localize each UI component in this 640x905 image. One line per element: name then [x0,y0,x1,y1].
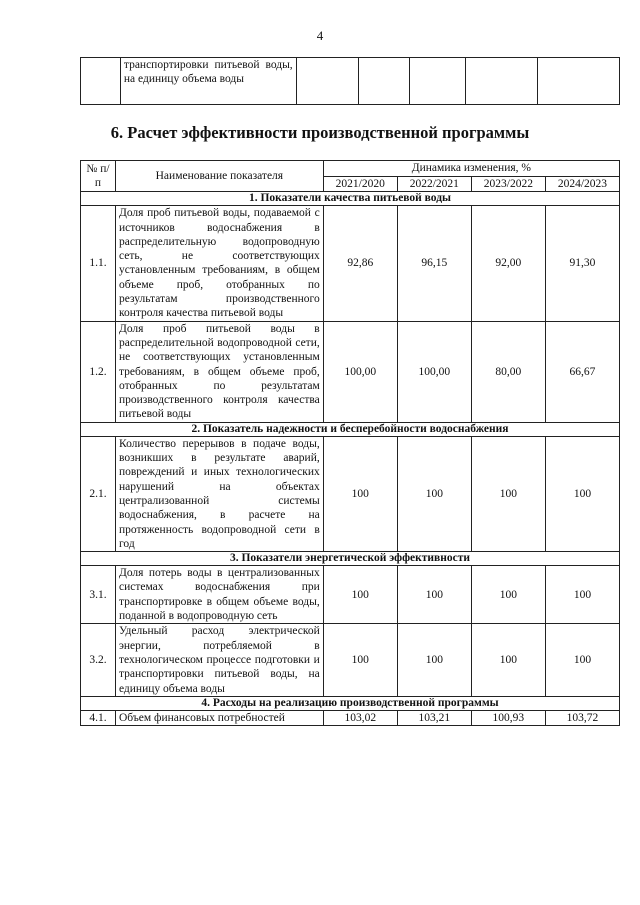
row-number: 1.1. [81,206,116,321]
row-number: 2.1. [81,436,116,551]
value-cell: 100 [471,566,545,624]
row-number: 3.2. [81,624,116,696]
value-cell: 100 [397,566,471,624]
indicator-name: Объем финансовых потребностей [115,710,323,725]
value-cell: 103,02 [323,710,397,725]
header-year: 2023/2022 [471,177,545,192]
value-cell: 100,00 [397,321,471,422]
table-row [81,206,620,321]
section-title: 3. Показатели энергетической эффективности [81,552,620,566]
value-cell: 100 [471,436,545,551]
indicator-name: Доля проб питьевой воды, подаваемой с источников водоснабжения в распределительную водопроводную сеть, не соответствующих установленным требованиям, в общем объеме проб, отобранных по результатам производственного контроля качества питьевой воды [115,206,323,321]
value-cell: 92,00 [471,206,545,321]
value-cell: 100 [545,566,619,624]
cell-empty [81,58,121,105]
value-cell: 91,30 [545,206,619,321]
header-row [81,161,620,177]
header-year: 2021/2020 [323,177,397,192]
table-row [81,624,620,696]
value-cell: 100 [323,436,397,551]
value-cell: 92,86 [323,206,397,321]
cell-empty [410,58,466,105]
header-name: Наименование показателя [115,161,323,192]
value-cell: 100 [323,624,397,696]
value-cell: 80,00 [471,321,545,422]
value-cell: 96,15 [397,206,471,321]
section-title: 4. Расходы на реализацию производственной программы [81,696,620,710]
value-cell: 103,21 [397,710,471,725]
section-heading: 6. Расчет эффективности производственной программы [110,123,530,142]
row-number: 3.1. [81,566,116,624]
section-row [81,696,620,710]
efficiency-table [80,160,620,726]
page-number: 4 [316,28,324,43]
cell-empty [466,58,538,105]
value-cell: 103,72 [545,710,619,725]
table-row [81,436,620,551]
value-cell: 100 [545,624,619,696]
cell-empty [538,58,620,105]
value-cell: 66,67 [545,321,619,422]
value-cell: 100 [323,566,397,624]
cell-empty [296,58,358,105]
section-title: 2. Показатель надежности и бесперебойности водоснабжения [81,422,620,436]
value-cell: 100 [545,436,619,551]
section-row [81,192,620,206]
header-year: 2022/2021 [397,177,471,192]
header-num: № п/п [81,161,116,192]
value-cell: 100 [397,624,471,696]
indicator-name: Доля потерь воды в централизованных системах водоснабжения при транспортировке в общем объеме воды, поданной в водопроводную сеть [115,566,323,624]
table-row [81,710,620,725]
section-row [81,422,620,436]
header-dynamics: Динамика изменения, % [323,161,619,177]
header-year: 2024/2023 [545,177,619,192]
indicator-name: Количество перерывов в подаче воды, возникших в результате аварий, повреждений и иных технологических нарушений на объектах централизованной системы водоснабжения, в расчете на протяженность водопроводной сети в год [115,436,323,551]
cell-name: транспортировки питьевой воды, на единицу объема воды [120,58,296,105]
table-row [81,58,620,105]
table-row [81,321,620,422]
value-cell: 100,00 [323,321,397,422]
value-cell: 100,93 [471,710,545,725]
indicator-name: Удельный расход электрической энергии, потребляемой в технологическом процессе подготовки и транспортировки питьевой воды, на единицу объема воды [115,624,323,696]
value-cell: 100 [397,436,471,551]
indicator-name: Доля проб питьевой воды в распределительной водопроводной сети, не соответствующих установленным требованиям, в общем объеме проб, отобранных по результатам производственного контроля качества питьевой воды [115,321,323,422]
cell-empty [358,58,410,105]
section-title: 1. Показатели качества питьевой воды [81,192,620,206]
table-row [81,566,620,624]
section-row [81,552,620,566]
value-cell: 100 [471,624,545,696]
row-number: 4.1. [81,710,116,725]
row-number: 1.2. [81,321,116,422]
continuation-table [80,57,620,105]
